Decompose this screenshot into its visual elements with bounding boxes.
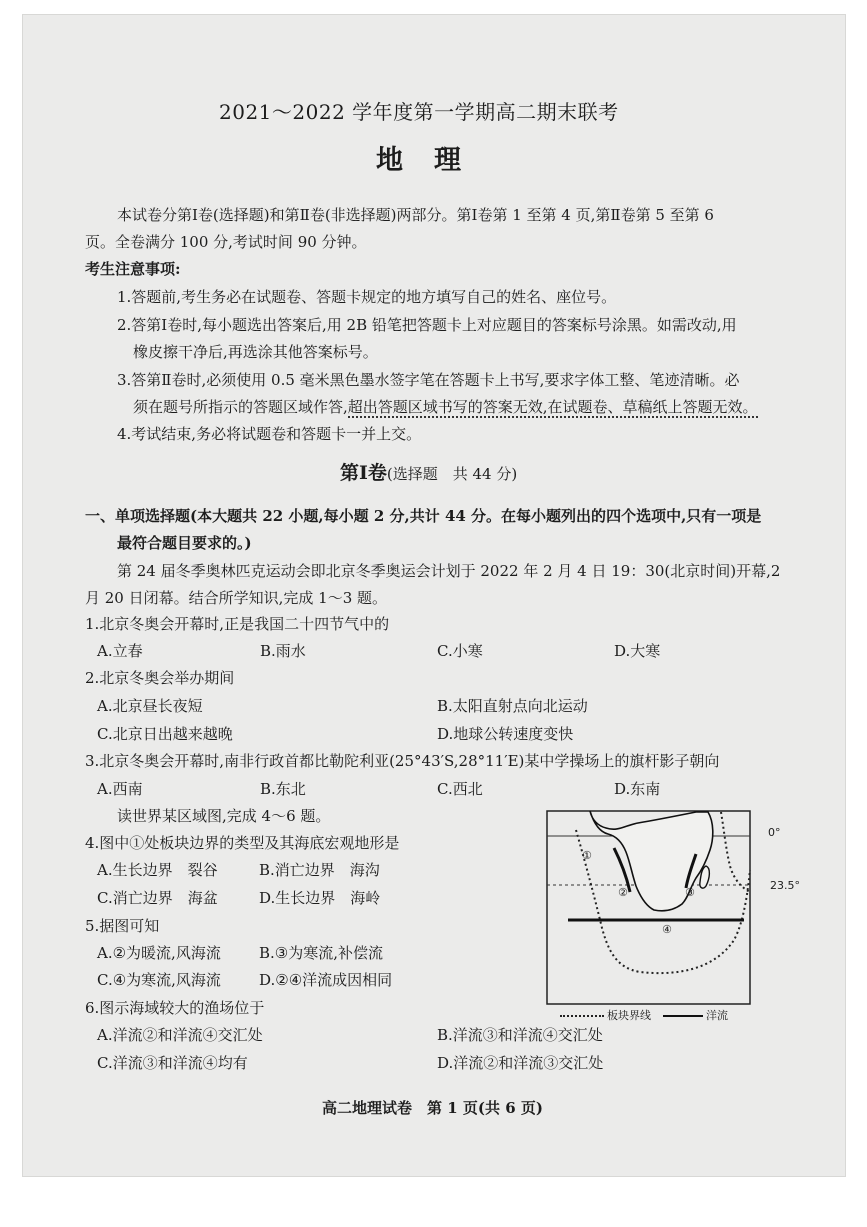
q1-option-b: B.雨水	[260, 642, 306, 660]
legend-current-label: 洋流	[706, 1009, 728, 1022]
q3-option-c: C.西北	[437, 780, 483, 798]
q2-stem: 2.北京冬奥会举办期间	[85, 669, 235, 687]
notice-item-3-line-1: 3.答第Ⅱ卷时,必须使用 0.5 毫米黑色墨水签字笔在答题卡上书写,要求字体工整、笔迹清晰。必	[117, 371, 740, 389]
exam-title: 2021～2022 学年度第一学期高二期末联考	[219, 100, 619, 124]
q4-option-b: B.消亡边界 海沟	[259, 861, 380, 879]
q4-option-a: A.生长边界 裂谷	[97, 861, 218, 879]
intro-line-2: 页。全卷满分 100 分,考试时间 90 分钟。	[85, 233, 367, 251]
map-label-4: ④	[662, 923, 672, 936]
map-label-1: ①	[582, 849, 592, 862]
q6-option-c: C.洋流③和洋流④均有	[97, 1054, 248, 1072]
passage-1-line-2: 月 20 日闭幕。结合所学知识,完成 1～3 题。	[85, 589, 388, 607]
notice-item-4: 4.考试结束,务必将试题卷和答题卡一并上交。	[117, 425, 422, 443]
notice-item-3-emphasis: 超出答题区域书写的答案无效,在试题卷、草稿纸上答题无效。	[347, 398, 758, 416]
q2-option-c: C.北京日出越来越晚	[97, 725, 233, 743]
intro-line-1: 本试卷分第Ⅰ卷(选择题)和第Ⅱ卷(非选择题)两部分。第Ⅰ卷第 1 至第 4 页,第Ⅱ卷第 5 至第 6	[117, 206, 714, 224]
q3-option-b: B.东北	[260, 780, 306, 798]
map-label-2: ②	[618, 886, 628, 899]
q6-stem: 6.图示海域较大的渔场位于	[85, 999, 265, 1017]
q5-option-b: B.③为寒流,补偿流	[259, 944, 384, 962]
page-footer: 高二地理试卷 第 1 页(共 6 页)	[322, 1099, 543, 1117]
section-1-label: 第Ⅰ卷	[340, 462, 387, 484]
notice-item-1: 1.答题前,考生务必在试题卷、答题卡规定的地方填写自己的姓名、座位号。	[117, 288, 617, 306]
q3-option-a: A.西南	[97, 780, 143, 798]
q5-option-d: D.②④洋流成因相同	[259, 971, 393, 989]
legend-boundary-symbol	[560, 1015, 604, 1017]
q1-option-d: D.大寒	[614, 642, 661, 660]
map-drawing	[546, 810, 751, 1005]
notice-item-2-line-1: 2.答第Ⅰ卷时,每小题选出答案后,用 2B 铅笔把答题卡上对应题目的答案标号涂黑。如需改动,用	[117, 316, 737, 334]
map-lat-equator: 0°	[768, 826, 781, 839]
map-label-3: ③	[685, 886, 695, 899]
q6-option-b: B.洋流③和洋流④交汇处	[437, 1026, 603, 1044]
plate-boundary-2	[721, 812, 750, 892]
passage-1-line-1: 第 24 届冬季奥林匹克运动会即北京冬季奥运会计划于 2022 年 2 月 4 日 19：30(北京时间)开幕,2	[117, 562, 781, 580]
world-region-map	[546, 810, 751, 1005]
section-1-subtitle: (选择题 共 44 分)	[386, 465, 518, 483]
q5-option-c: C.④为寒流,风海流	[97, 971, 221, 989]
legend-boundary-label: 板块界线	[607, 1009, 651, 1022]
subject-title: 地 理	[376, 145, 463, 176]
q3-stem: 3.北京冬奥会开幕时,南非行政首都比勒陀利亚(25°43′S,28°11′E)某中学操场上的旗杆影子朝向	[85, 752, 720, 770]
map-lat-tropic: 23.5°	[770, 879, 800, 892]
q2-option-b: B.太阳直射点向北运动	[437, 697, 588, 715]
legend-current-symbol	[663, 1015, 703, 1017]
q4-option-c: C.消亡边界 海盆	[97, 889, 218, 907]
q2-option-a: A.北京昼长夜短	[97, 697, 203, 715]
q2-option-d: D.地球公转速度变快	[437, 725, 574, 743]
notice-item-3-line-2	[133, 397, 758, 417]
notice-item-2-line-2: 橡皮擦干净后,再选涂其他答案标号。	[133, 343, 378, 361]
notice-item-3-line-2-a: 须在题号所指示的答题区域作答,	[133, 398, 348, 416]
q1-stem: 1.北京冬奥会开幕时,正是我国二十四节气中的	[85, 615, 390, 633]
notices-heading: 考生注意事项:	[85, 260, 181, 278]
q4-stem: 4.图中①处板块边界的类型及其海底宏观地形是	[85, 834, 400, 852]
part-1-heading-line-1: 一、单项选择题(本大题共 22 小题,每小题 2 分,共计 44 分。在每小题列出的四个选项中,只有一项是	[85, 507, 762, 525]
q1-option-c: C.小寒	[437, 642, 483, 660]
q3-option-d: D.东南	[614, 780, 661, 798]
q6-option-d: D.洋流②和洋流③交汇处	[437, 1054, 604, 1072]
map-legend	[560, 1007, 728, 1023]
q6-option-a: A.洋流②和洋流④交汇处	[97, 1026, 263, 1044]
part-1-heading-line-2: 最符合题目要求的。)	[117, 534, 252, 552]
q4-option-d: D.生长边界 海岭	[259, 889, 381, 907]
passage-2: 读世界某区域图,完成 4～6 题。	[117, 807, 331, 825]
q1-option-a: A.立春	[97, 642, 143, 660]
section-1-title	[340, 463, 517, 484]
q5-option-a: A.②为暖流,风海流	[97, 944, 221, 962]
q5-stem: 5.据图可知	[85, 917, 160, 935]
